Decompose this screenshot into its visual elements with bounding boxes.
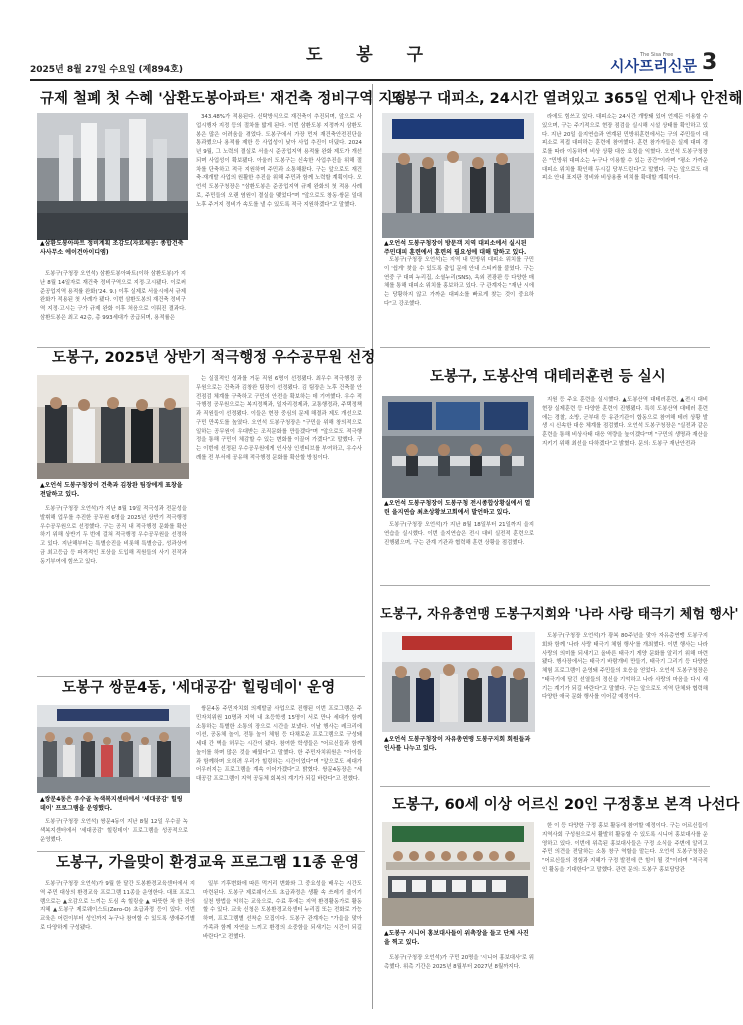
photo-b3-flag-event <box>382 632 535 732</box>
issue-date: 2025년 8월 27일 수요일 (제894호) <box>30 65 183 75</box>
header-rule <box>30 79 713 81</box>
brand-subtitle: The Sisa Free <box>640 52 674 58</box>
lead-a2: 도봉구(구청장 오언석)가 지난 8월 19일 적극성과 전문성을 발휘해 업무를 추진한 공무원 6명을 2025년 상반기 적극행정 우수공무원으로 선정했다. 구는 공직 내 적극행정 문화를 확산하기 위해 상반기 두 번에 걸쳐 적극행정 우수공무원을 선정하고 있다. 지난해부터는 특별승진을 비롯해 특별승급, 성과상여금 최고등급 등 파격적인 포상을 도입해 직원들의 사기 진작과 동기부여에 힘쓰고 있다. <box>40 506 187 565</box>
divider-b1 <box>380 347 710 348</box>
divider-b2 <box>380 585 710 586</box>
caption-b2: ▲오언석 도봉구청장이 도봉구청 전시종합상황실에서 열린 을지연습 최초상황보고회에서 발언하고 있다. <box>384 500 531 516</box>
photo-a1-apartment-rendering <box>37 113 188 240</box>
headline-b4: 도봉구, 60세 이상 어르신 20인 구정홍보 본격 나선다 <box>392 797 740 813</box>
headline-b1: 도봉구 대피소, 24시간 열려있고 365일 언제나 안전해 <box>390 91 743 107</box>
lead-b1: 도봉구(구청장 오언석)는 지역 내 민방위 대피소 위치를 구민이 '쉽게' 찾을 수 있도록 출입 문에 안내 스티커를 붙였다. 구는 연중 구 대피 누리집, 소셜누리(SNS), 옥외 전광판 등 다양한 매체를 통해 대피소 위치를 홍보하고 있다. 구 관계자는 "재난 시에는 당황하지 않고 가까운 대피소를 빠르게 찾는 것이 중요하다"고 강조했다. <box>384 257 534 307</box>
caption-b1: ▲오언석 도봉구청장이 방문객 지역 대피소에서 실시된 주민대피 훈련에서 훈련의 필요성에 대해 말하고 있다. <box>384 240 527 256</box>
body-b3: 도봉구(구청장 오언석)가 광복 80주년을 맞아 자유총연맹 도봉구지회와 함께 '나라 사랑 태극기 체험 행사'를 개최했다. 이번 행사는 나라 사랑의 의미를 되새기고 올바른 태극기 게양 문화를 알리기 위해 마련됐다. 행사장에서는 태극기 바람개비 만들기, 태극기 그리기 등 다양한 체험 프로그램이 운영돼 주민들의 호응을 얻었다. 오언석 도봉구청장은 "태극기에 담긴 선열들의 정신을 기억하고 나라 사랑의 마음을 다시 새기는 계기가 되길 바란다"고 말했다. 구는 앞으로도 지역 단체와 협력해 다양한 애국 문화 행사를 이어갈 예정이다. <box>542 633 708 701</box>
section-title: 도 봉 구 <box>305 45 438 65</box>
body-b1: 라에도 힘쓰고 있다. 대피소는 24시간 개방돼 있어 언제든 이용할 수 있으며, 구는 주기적으로 현장 점검을 실시해 시설 상태를 확인하고 있다. 지난 20일 을지연습과 연계된 민방위훈련에서는 구의 주민들이 대피소로 직접 대피하는 훈련에 참여했다. 훈련 참가자들은 실제 대피 경로를 따라 이동하며 비상 상황 대응 요령을 익혔다. 오언석 도봉구청장은 "민방위 대피소는 누구나 이용할 수 있는 공간"이라며 "평소 가까운 대피소 위치를 확인해 두시길 당부드린다"고 말했다. 구는 앞으로도 대피소 안내 표지판 정비와 비상용품 비치를 확대할 계획이다. <box>542 114 708 182</box>
lead-b4: 도봉구(구청장 오언석)가 구민 20명을 '시니어 홍보대사'로 위촉했다. 위촉 기간은 2025년 8월부터 2027년 8월까지다. <box>384 955 534 970</box>
divider-b3 <box>380 786 710 787</box>
body-a3: 쌍문4동 주민자치회 의제발굴 사업으로 진행된 이번 프로그램은 주민자치위원 10명과 지역 내 초등학생 15명이 서로 만나 세대가 함께 소통하는 특별한 소통의 장으로 시간을 보냈다. 이날 행사는 레크리에이션, 공동체 놀이, 전통 놀이 체험 등 다채로운 프로그램으로 구성돼 세대 간 벽을 허무는 시간이 됐다. 참여한 학생들은 "어르신들과 함께 놀이를 하며 많은 것을 배웠다"고 말했다. 한 주민자치위원은 "아이들과 함께하며 오히려 우리가 힐링하는 시간이었다"며 "앞으로도 세대가 어우러지는 프로그램을 계속 이어가겠다"고 밝혔다. 쌍문4동장은 "세대공감 프로그램이 지역 공동체 회복의 계기가 되길 바란다"고 전했다. <box>196 706 362 782</box>
body-b4: 한 이 등 다양한 구정 홍보 활동에 참여할 예정이다. 구는 어르신들이 지역사회 구성원으로서 활발히 활동할 수 있도록 시니어 홍보대사를 운영하고 있다. 이번에 위촉된 홍보대사들은 구정 소식을 주변에 알리고 주민 의견을 전달하는 소통 창구 역할을 맡는다. 오언석 도봉구청장은 "어르신들의 경험과 지혜가 구정 발전에 큰 힘이 될 것"이라며 "적극적인 활동을 기대한다"고 말했다. 관련 문의: 도봉구 홍보담당관 <box>542 823 708 873</box>
lead-a1: 도봉구(구청장 오언석) 삼환도봉아파트(이하 삼환도봉)가 지난 8월 14일자로 재건축 정비구역으로 지정·고시됐다. 이로써 준공업지역 용적률 완화('24. 9.) 이후 실제로 서울시에서 규제 완화가 적용된 첫 사례가 됐다. 이번 삼환도봉의 재건축 정비구역 지정·고시는 구가 규제 완화 이후 처음으로 이뤄진 결과다. 삼환도봉은 최고 42층, 총 993세대가 공급되며, 용적률은 <box>40 271 186 321</box>
photo-a2-award-ceremony <box>37 375 189 479</box>
column-divider <box>372 84 373 1009</box>
caption-a2: ▲오언석 도봉구청장이 건축과 김창완 팀장에게 표창을 전달하고 있다. <box>40 482 183 498</box>
photo-a3-intergenerational-event <box>37 705 190 793</box>
caption-a1: ▲삼환도봉아파트 정비계획 조감도(자료제공: 종합건축사사무소 에이건아이디엠) <box>40 240 184 256</box>
lead-a4: 도봉구(구청장 오언석)가 9월 한 달간 도봉환경교육센터에서 지역 주민 대상의 환경교육 프로그램 11종을 운영한다. 대표 프로그램으로는 ▲오감으로 느끼는 도심 속 힐링숲 ▲ 따뜻한 차 한 잔의 지혜 ▲도봉구 제로웨이스트(Zero-O) 초급과정 등이 있다. 이번 교육은 어린이부터 성인까지 누구나 참여할 수 있도록 생애주기별로 다양하게 구성됐다. <box>40 881 195 931</box>
caption-a3: ▲쌍문4동은 우수골 녹색복지센터에서 '세대공감' 힐링데이' 프로그램을 운영했다. <box>40 796 183 812</box>
headline-a4: 도봉구, 가을맞이 환경교육 프로그램 11종 운영 <box>56 855 360 871</box>
photo-b2-situation-room <box>382 396 534 498</box>
headline-a2: 도봉구, 2025년 상반기 적극행정 우수공무원 선정 <box>52 350 376 366</box>
body-a4: 일부 기후변화에 따른 먹거리 변화와 그 중요성을 배우는 시간도 마련된다. 도봉구 제로웨이스트 초급과정은 생활 속 쓰레기 줄이기 실천 방법을 익히는 교육으로, 수료 후에는 지역 환경활동가로 활동할 수 있다. 교육 신청은 도봉환경교육센터 누리집 또는 전화로 가능하며, 프로그램별 선착순 모집이다. 도봉구 관계자는 "가을을 맞아 가족과 함께 자연을 느끼고 환경의 소중함을 되새기는 시간이 되길 바란다"고 전했다. <box>203 881 362 940</box>
lead-b2: 도봉구(구청장 오언석)가 지난 8월 18일부터 21일까지 을지연습을 실시했다. 이번 을지연습은 전시 대비 실전적 훈련으로 진행됐으며, 구는 관계 기관과 협력해 훈련 상황을 점검했다. <box>384 522 534 546</box>
caption-b3: ▲오언석 도봉구청장이 자유총연맹 도봉구지회 회원들과 인사를 나누고 있다. <box>384 736 531 752</box>
page-number: 3 <box>702 50 718 75</box>
divider-a1 <box>37 347 365 348</box>
divider-a3 <box>37 851 365 852</box>
headline-b3: 도봉구, 자유총연맹 도봉구지회와 '나라 사랑 태극기 체험 행사' <box>380 607 739 622</box>
headline-b2: 도봉구, 도봉산역 대테러훈련 등 실시 <box>430 369 666 385</box>
divider-a2 <box>37 676 365 677</box>
lead-a3: 도봉구(구청장 오언석) 쌍문4동이 지난 8월 12일 우수골 녹색복지센터에서 '세대공감' 힐링데이' 프로그램을 성공적으로 운영했다. <box>40 819 188 843</box>
headline-a3: 도봉구 쌍문4동, '세대공감' 힐링데이' 운영 <box>62 680 336 696</box>
newspaper-brand: 시사프리신문 <box>610 57 697 75</box>
body-a1: 343.48%가 적용된다. 신탁방식으로 재건축이 추진되며, 앞으로 사업시행자 지정 등의 절차를 밟게 된다. 이번 삼환도봉 지정까지 삼환도봉은 많은 어려움을 겪었다. 도봉구에서 가장 먼저 재건축안전진단을 통과했으나 용적률 제한 등 사업성이 낮아 사업 추진이 더뎠다. 2024년 9월, 그 노력의 결실로 서울시 준공업지역 용적률 완화 제도가 개선되며 사업성이 확보됐다. 아울러 도봉구는 신속한 사업추진을 위해 절차를 단축하고 적극 지원하며 주민과 소통해왔다. 구는 앞으로도 재건축·재개발 사업의 원활한 추진을 위해 주민과 함께 노력할 계획이다. 오언석 도봉구청장은 "삼환도봉은 준공업지역 규제 완화의 첫 적용 사례로, 주민들의 오랜 염원이 결실을 맺었다"며 "앞으로도 창동·쌍문 일대 노후 주거지 정비가 속도를 낼 수 있도록 적극 지원하겠다"고 말했다. <box>196 114 362 208</box>
photo-b1-shelter-drill <box>382 113 534 238</box>
body-b2: 지원 등 주요 훈련을 실시했다. ▲도봉산역 대테러훈련, ▲전시 대비 현장 실제훈련 등 다양한 훈련이 진행됐다. 특히 도봉산역 대테러 훈련에는 경찰, 소방, 군부대 등 유관기관이 합동으로 참여해 테러 상황 발생 시 신속한 대응 체계를 점검했다. 오언석 도봉구청장은 "실전과 같은 훈련을 통해 비상사태 대응 역량을 높이겠다"며 "구민의 생명과 재산을 지키기 위해 최선을 다하겠다"고 밝혔다. 문의: 도봉구 재난안전과 <box>542 397 708 447</box>
photo-b4-senior-ambassadors <box>382 822 534 926</box>
body-a2: 는 실질적인 성과를 거둔 직원 6명이 선정됐다. 최우수 적극행정 공무원으로는 건축과 김창완 팀장이 선정됐다. 김 팀장은 노후 건축물 안전점검 체계를 구축하고 구민의 안전을 확보하는 데 기여했다. 우수 적극행정 공무원으로는 복지정책과, 일자리경제과, 교통행정과, 주택정책과 직원들이 선정됐다. 이들은 현장 중심의 문제 해결과 제도 개선으로 구민 만족도를 높였다. 오언석 도봉구청장은 "구민을 위해 창의적으로 일하는 공무원이 우대받는 조직문화를 만들겠다"며 "앞으로도 적극행정을 통해 구민이 체감할 수 있는 변화를 이끌어 가겠다"고 말했다. 구는 이번에 선정된 우수공무원에게 인사상 인센티브를 부여하고, 우수사례를 전 부서에 공유해 적극행정 문화를 확산할 방침이다. <box>196 376 362 461</box>
caption-b4: ▲도봉구 시니어 홍보대사들이 위촉장을 들고 단체 사진을 찍고 있다. <box>384 930 529 946</box>
headline-a1: 규제 철폐 첫 수혜 '삼환도봉아파트' 재건축 정비구역 지정 <box>40 91 407 107</box>
